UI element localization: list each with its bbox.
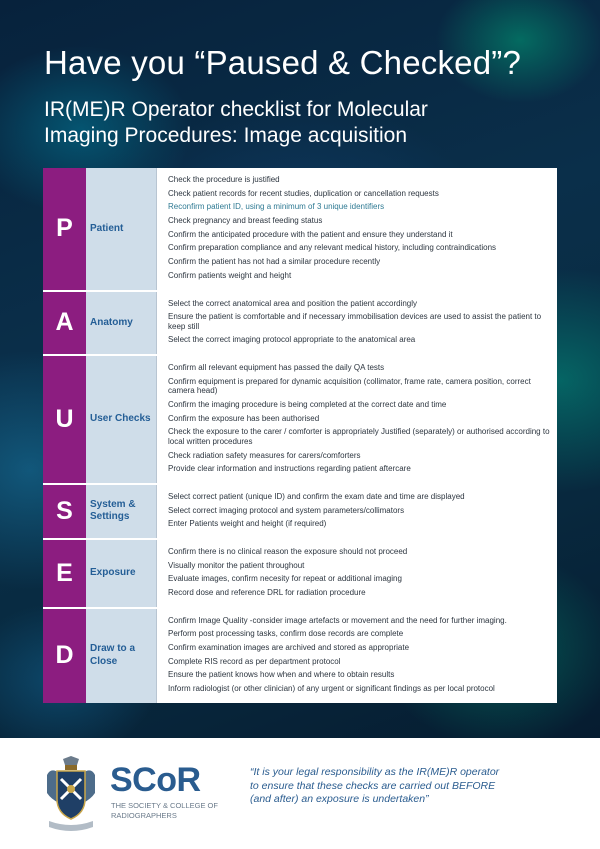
checklist-item: Confirm there is no clinical reason the exposure should not proceed: [168, 546, 408, 556]
crest-icon: [41, 755, 101, 835]
section-category: System & Settings: [86, 485, 156, 538]
checklist-item: Check the exposure to the carer / comforter is appropriately Justified (separately) or authorised according to local written procedures: [168, 427, 550, 446]
section-category: User Checks: [86, 356, 156, 483]
section-letter: P: [43, 168, 86, 290]
checklist-item: Check patient records for recent studies, duplication or cancellation requests: [168, 188, 439, 198]
checklist-item: Confirm patients weight and height: [168, 270, 292, 280]
checklist-item: Evaluate images, confirm necesity for repeat or additional imaging: [168, 574, 402, 584]
checklist-item: Provide clear information and instructions regarding patient aftercare: [168, 464, 411, 474]
section-user-checks: [43, 356, 557, 485]
legal-quote: “It is your legal responsibility as the IR(ME)R operator to ensure that these checks are carried out BEFORE (and after) an exposure is undertaken”: [250, 766, 500, 805]
section-letter: U: [43, 356, 86, 483]
logo: SCoR: [110, 761, 201, 799]
checklist-item: Confirm all relevant equipment has passed the daily QA tests: [168, 363, 385, 373]
section-items: [156, 485, 557, 538]
checklist-item: Confirm examination images are archived and stored as appropriate: [168, 643, 410, 653]
section-draw-to-a-close: [43, 609, 557, 703]
section-letter: E: [43, 540, 86, 607]
page-subtitle: IR(ME)R Operator checklist for Molecular Imaging Procedures: Image acquisition: [44, 98, 428, 147]
section-items: [156, 168, 557, 290]
section-system-settings: [43, 485, 557, 540]
checklist-item: Confirm preparation compliance and any relevant medical history, including contraindications: [168, 243, 497, 253]
section-items: [156, 292, 557, 355]
checklist-item: Confirm equipment is prepared for dynamic acquisition (collimator, frame rate, camera position, correct camera head): [168, 376, 531, 396]
section-items: [156, 609, 557, 703]
section-items: [156, 540, 557, 607]
checklist-table: [43, 168, 557, 703]
checklist-item: Record dose and reference DRL for radiation procedure: [168, 588, 366, 597]
checklist-item: Confirm the anticipated procedure with the patient and ensure they understand it: [168, 229, 453, 239]
checklist-item: Ensure the patient is comfortable and if necessary immobilisation devices are used to assist the patient to keep still: [168, 312, 542, 331]
checklist-item: Perform post processing tasks, confirm dose records are complete: [168, 629, 404, 639]
section-items: [156, 356, 557, 483]
section-letter: A: [43, 292, 86, 355]
checklist-item: Complete RIS record as per department protocol: [168, 656, 341, 666]
checklist-item: Select correct patient (unique ID) and confirm the exam date and time are displayed: [168, 491, 465, 501]
page-title: Have you “Paused & Checked”?: [44, 44, 522, 81]
footer: [0, 738, 600, 849]
checklist-item: Confirm Image Quality -consider image artefacts or movement and the need for further imaging.: [168, 615, 507, 625]
section-category: Exposure: [86, 540, 156, 607]
checklist-item: Select the correct imaging protocol appropriate to the anatomical area: [168, 335, 416, 345]
checklist-item: Select the correct anatomical area and position the patient accordingly: [168, 298, 418, 308]
checklist-item: Select correct imaging protocol and system parameters/collimators: [168, 505, 405, 515]
checklist-item: Check pregnancy and breast feeding status: [168, 216, 323, 226]
checklist-item: Check radiation safety measures for carers/comforters: [168, 450, 361, 460]
checklist-item: Confirm the imaging procedure is being completed at the correct date and time: [168, 399, 447, 409]
section-patient: [43, 168, 557, 292]
section-letter: S: [43, 485, 86, 538]
section-category: Draw to a Close: [86, 609, 156, 703]
checklist-item: Confirm the patient has not had a similar procedure recently: [168, 257, 381, 267]
section-anatomy: [43, 292, 557, 357]
section-category: Anatomy: [86, 292, 156, 355]
section-letter: D: [43, 609, 86, 703]
checklist-item: Inform radiologist (or other clinician) of any urgent or significant findings as per local protocol: [168, 684, 495, 694]
logo-subtitle: THE SOCIETY & COLLEGE OF RADIOGRAPHERS: [111, 801, 218, 820]
section-category: Patient: [86, 168, 156, 290]
checklist-item: Reconfirm patient ID, using a minimum of 3 unique identifiers: [168, 202, 385, 212]
checklist-item: Confirm the exposure has been authorised: [168, 413, 320, 423]
checklist-item: Enter Patients weight and height (if required): [168, 519, 327, 529]
checklist-item: Check the procedure is justified: [168, 175, 280, 184]
checklist-item: Visually monitor the patient throughout: [168, 560, 305, 570]
checklist-item: Ensure the patient knows how when and where to obtain results: [168, 670, 395, 680]
section-exposure: [43, 540, 557, 609]
